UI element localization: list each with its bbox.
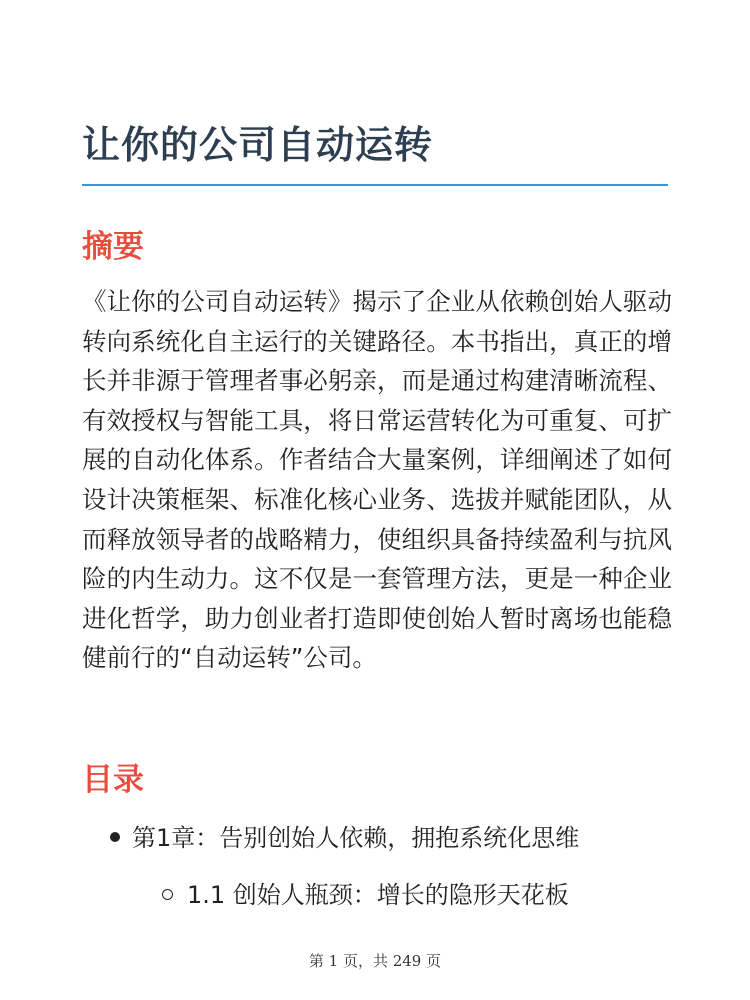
toc-item-chapter-1[interactable] bbox=[110, 818, 579, 853]
toc-item-label: 1.1 创始人瓶颈：增长的隐形天花板 bbox=[187, 881, 569, 909]
toc-heading: 目录 bbox=[82, 762, 144, 798]
page-number-footer: 第 1 页，共 249 页 bbox=[308, 952, 442, 970]
toc-item-label: 第1章：告别创始人依赖，拥抱系统化思维 bbox=[132, 824, 580, 852]
toc-item-section-1-1[interactable] bbox=[162, 875, 569, 910]
title-divider bbox=[82, 184, 668, 186]
abstract-paragraph: 《让你的公司自动运转》揭示了企业从依赖创始人驱动转向系统化自主运行的关键路径。本书指出，真正的增长并非源于管理者事必躬亲，而是通过构建清晰流程、有效授权与智能工具，将日常运营转化为可重复、可扩展的自动化体系。作者结合大量案例，详细阐述了如何设计决策框架、标准化核心业务、选拔并赋能团队，从而释放领导者的战略精力，使组织具备持续盈利与抗风险的内生动力。这不仅是一套管理方法，更是一种企业进化哲学，助力创业者打造即使创始人暂时离场也能稳健前行的“自动运转”公司。 bbox=[82, 287, 672, 673]
bullet-circle-icon bbox=[162, 889, 173, 900]
document-title: 让你的公司自动运转 bbox=[82, 123, 434, 167]
abstract-heading: 摘要 bbox=[82, 229, 144, 265]
bullet-disc-icon bbox=[110, 832, 120, 842]
